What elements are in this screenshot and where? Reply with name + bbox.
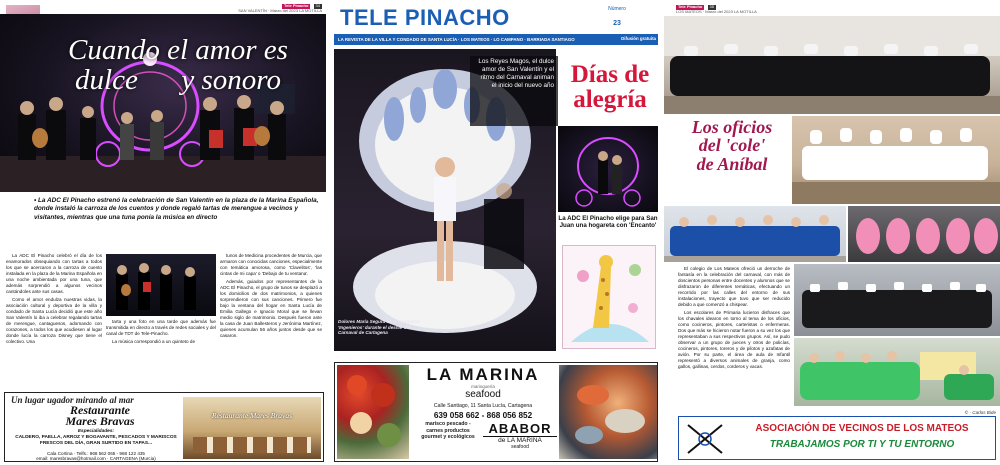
pilots-illustration xyxy=(664,206,846,262)
distribution-note: Difusión gratuita xyxy=(621,36,656,41)
association-banner xyxy=(678,416,996,460)
photo-credit: © · Carlos Bide xyxy=(964,410,996,415)
group-photo-cooks xyxy=(792,116,1000,204)
ababor-sub: seafood xyxy=(511,444,529,450)
center-headline-line-1: Días de xyxy=(570,61,650,88)
col2-paragraph: tarta y una foto en una tarde que además fue transmitida en directo a través de redes sociales y del canal de TDT de Tele-Pinacho. xyxy=(106,319,216,336)
group-photo-police xyxy=(794,264,1000,336)
page-right xyxy=(664,0,1000,465)
hogareta-illustration xyxy=(562,245,656,349)
center-headline xyxy=(558,62,662,112)
header-brand: Tele Pinacho xyxy=(678,4,703,9)
col3-paragraph: tunos de Medicina procedentes de Murcia, que armaron con conocidas canciones, especialmente con temática amorosa, como 'Clavelitos', 'las cintas de mi capa' o 'Debajo de tu ventana'. xyxy=(220,253,322,276)
restaurant-sign: Restaurante Mares Bravas xyxy=(211,411,293,420)
ababor-line-1: ABABOR xyxy=(488,421,552,436)
kings-caption: Los Reyes Magos, el dulce amor de San Valentín y el ritmo del Carnaval animan el inicio del nuevo año xyxy=(478,58,554,89)
group-photo-pink xyxy=(848,206,1000,262)
seafood-illustration-right xyxy=(559,365,657,459)
right-paragraph: El colegio de Los Mateos ofreció un derroche de fantasía en la celebración del carnaval, con más de doscientos personas entre docentes y alumnos que se disfrazaron de diferentes temáticas, efectuando un recorrido por las calles del entorno de sus instalaciones, trayecto que tuvo que ser reducido debido a que comenzó a chispear. xyxy=(678,266,790,307)
ad-name-line-1: Restaurante xyxy=(69,403,130,417)
police-illustration xyxy=(794,264,1000,336)
ababor-line-2: de LA MARINA xyxy=(483,436,557,444)
kings-caption-box xyxy=(470,56,558,126)
ad-email: email: maresbravas@hotmail.com · CARTAGENA (Murcia) xyxy=(36,456,156,461)
headline-line-2: dulce y sonoro xyxy=(75,63,281,96)
intro-lead xyxy=(34,197,324,222)
intro-text: • La ADC El Pinacho estrenó la celebración de San Valentín en la plaza de la Marina Española, donde instaló la carroza de los cuentos y donde regaló tartas de merengue a vecinos y visitantes, mientras que una tuna ponía la música en directo xyxy=(34,197,319,221)
page-left xyxy=(0,0,326,465)
page-number: 35 xyxy=(709,4,714,9)
ad-brand: LA MARINA xyxy=(426,365,540,384)
ad-phones: 639 058 662 - 868 056 852 xyxy=(433,411,533,420)
page-header xyxy=(238,4,322,14)
queen-caption: Dolores María Segura de la comparsa 'Ingenieros' durante el desfile del Carnaval de Cartagena xyxy=(338,319,420,336)
issue-number: 23 xyxy=(613,20,621,27)
banner-line-1: ASOCIACIÓN DE VECINOS DE LOS MATEOS xyxy=(755,423,969,434)
article-col-1 xyxy=(6,253,102,389)
tuna-photo xyxy=(106,254,216,316)
header-brand: Tele Pinacho xyxy=(284,3,309,8)
right-headline-line-3: de Aníbal xyxy=(696,153,768,174)
cooks-illustration xyxy=(792,116,1000,204)
group-photo-pilots xyxy=(664,206,846,262)
right-headline-line-2: del 'cole' xyxy=(698,135,766,156)
right-headline xyxy=(670,118,794,173)
judges-illustration xyxy=(664,16,1000,114)
giraffe-drawing xyxy=(563,246,656,349)
group-photo-animals xyxy=(794,338,1000,406)
masthead-title: TELE PINACHO xyxy=(340,5,510,30)
col1-paragraph: Como el amor endulza nuestras vidas, la asociación cultural y deportiva de la villa y condado de Santa Lucía decidió que este año San Valentín lo iba a celebrar regalando tartas de merengue, cantaguesos, adornando con corazones, a todos los que acudiesen al lugar donde lucía la carroza Disney que tiene el colectivo. Una xyxy=(6,296,102,344)
ad-specialties-list: CALDERO, PAELLA, ARROZ Y BOGAVANTE, PESCADOS Y MARISCOS FRESCOS DEL DÍA, GRAN SURTIDO EN TAPAS... xyxy=(15,435,177,447)
restaurant-ad xyxy=(4,392,324,462)
masthead-subtitle: LA REVISTA DE LA VILLA Y CONDADO DE SANTA LUCÍA · LOS MATEOS · LO CAMPANO · BARRIADA SANTIAGO xyxy=(338,37,575,42)
ad-brand-sub: seafood xyxy=(465,389,501,400)
right-article xyxy=(678,266,790,404)
header-line: LOS MATEOS · Marzo del 2023 LA MOTILLA xyxy=(676,8,757,14)
ad-specialties xyxy=(13,429,179,448)
ad-products: marisco pescado - carnes productos gourmet y ecológicos xyxy=(421,421,475,440)
ad-specialties-title: Especialidades: xyxy=(77,429,115,434)
col2-paragraph: La música correspondió a un quinteto de xyxy=(112,338,195,344)
ad-brand-small: marisquería xyxy=(471,384,495,389)
ad-address: Calle Santiago, 11 Santa Lucía, Cartagena xyxy=(433,403,533,409)
animals-illustration xyxy=(794,338,1000,406)
la-marina-ad xyxy=(334,362,658,462)
masthead xyxy=(334,4,658,34)
headline xyxy=(48,36,308,95)
banner-line-2: TRABAJAMOS POR TI Y TU ENTORNO xyxy=(769,439,955,450)
tuna-small-illustration xyxy=(106,254,216,316)
right-headline-line-1: Los oficios xyxy=(691,117,773,137)
issue-label: Número xyxy=(608,6,626,12)
page-header xyxy=(676,5,757,15)
article-col-2 xyxy=(106,319,216,389)
restaurant-photo xyxy=(183,397,321,459)
page-center xyxy=(330,0,662,465)
hogareta-caption: La ADC El Pinacho elige para San Juan una hogareta con 'Encanto' xyxy=(558,215,658,230)
ad-name xyxy=(45,405,155,428)
seafood-illustration-left xyxy=(337,365,409,459)
right-paragraph: Los escolares de Primaria lucieron disfraces que los chavales idearon en torno al tema de los oficios, como cocineros, pintores, carteristas o enfermeras. Dos que más se hicieron notar fueron a su vez los que representaban a sus respectivos grupos. Así, se pudo observar a un grupo de jueces y otros de policías, cocineros, pintores, toreros y de pilotos y azafatas de avión. Por su parte, el área de aula de Infantil representó a diversos animales de granja, como gallos, gallinas, cerdos, corderos y vacas. xyxy=(678,309,790,369)
center-headline-line-2: alegría xyxy=(573,86,647,113)
ad-tagline: Un lugar ugador mirando al mar xyxy=(11,395,134,405)
group-photo-judges xyxy=(664,16,1000,114)
headline-line-1: Cuando el amor es xyxy=(68,34,288,66)
article-col-3 xyxy=(220,253,322,389)
ababor-block xyxy=(483,421,557,450)
issue-box xyxy=(596,6,638,30)
seafood-photo-left xyxy=(337,365,409,459)
ad-brand-block xyxy=(413,365,553,420)
header-line: SAN VALENTÍN · Marzo del 2023 LA MOTILLA xyxy=(238,7,322,13)
seafood-photo-right xyxy=(559,365,657,459)
hero-photo xyxy=(0,14,326,192)
ad-name-line-2: Mares Bravas xyxy=(65,414,135,429)
carriage-photo xyxy=(558,126,658,212)
restaurant-tables xyxy=(193,437,311,453)
carriage-illustration xyxy=(558,126,658,212)
page-number: 34 xyxy=(315,3,320,8)
pink-illustration xyxy=(848,206,1000,262)
col1-paragraph: La ADC El Pinacho celebró el día de los enamorados obsequiando con tartas a todos los que se acercaron a la carroza de cuento instalada en la plaza de la Marina Española en una noche ambientada por una tuna, que además sorprendió a algunos vecinos cantándoles ante sus casas. xyxy=(6,253,102,294)
ad-address: Cala Cortina · Telfs.: 968 562 065 - 968 122 435 xyxy=(47,451,145,456)
col3-paragraph: Además, guiados por representantes de la ADC El Pinacho, el grupo de tunos se desplazó a los domicilios de dos matrimonios, a quienes sorprendieron con sus canciones. Primero fue bajo la ventana del hogar en Santa Lucía de Emilia Gallego e Ignacio Moral que se llevan medio siglo de matrimonio. Después fueron ante la casa de Juan Ballesteros y Jerónima Martínez, quienes acumulan 56 años juntos desde que se casaron. xyxy=(220,278,322,338)
association-logo-icon xyxy=(682,419,728,459)
